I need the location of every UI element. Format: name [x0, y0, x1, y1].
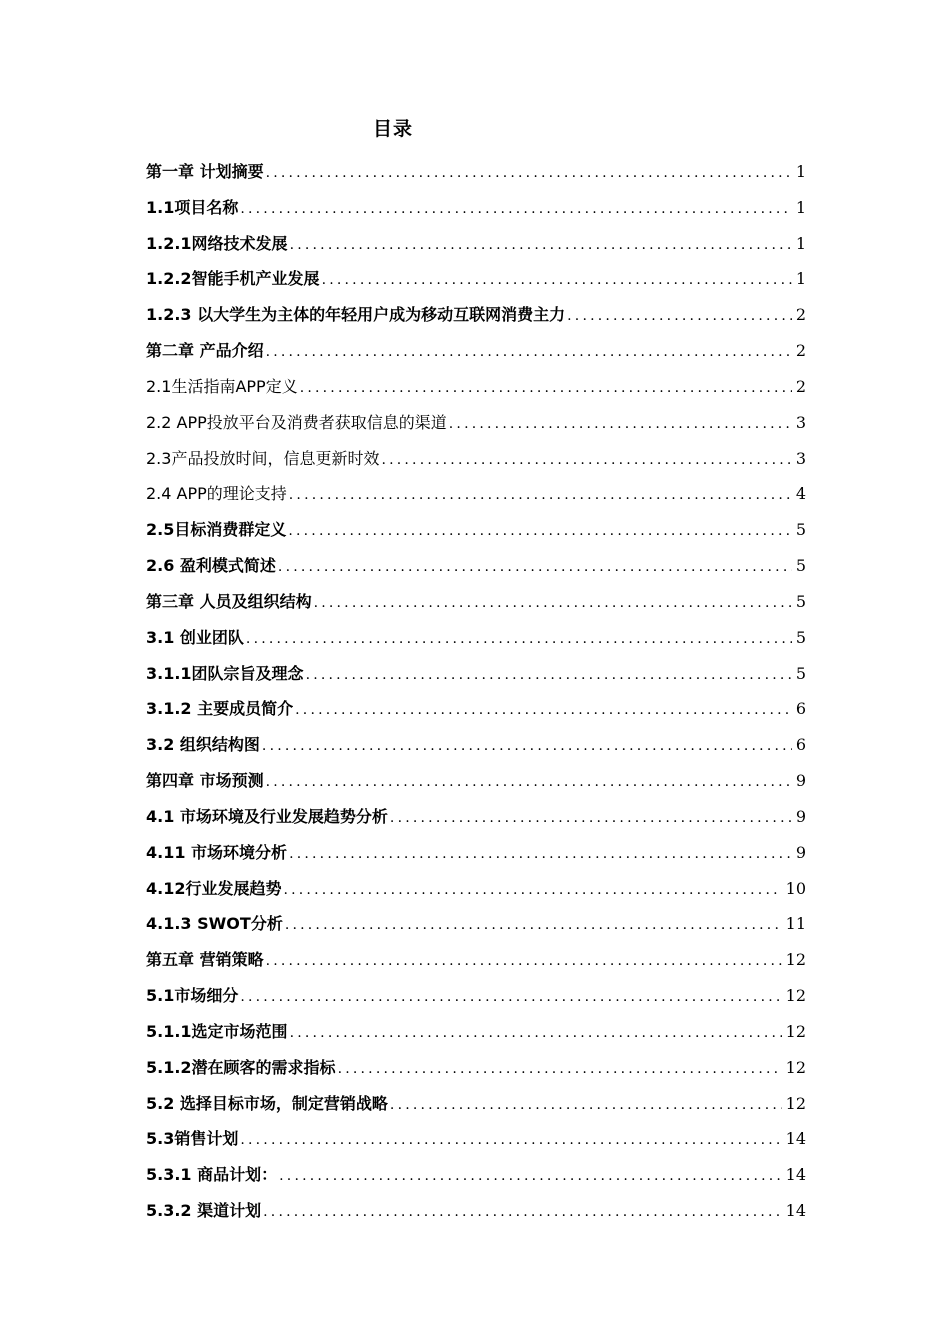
toc-entry-text: 1.2.1网络技术发展 — [146, 233, 288, 253]
toc-dot-leader — [246, 622, 792, 656]
toc-entry[interactable] — [146, 835, 806, 871]
toc-entry-text: 1.2.3 以大学生为主体的年轻用户成为移动互联网消费主力 — [146, 305, 566, 325]
toc-page-number: 1 — [795, 197, 806, 217]
toc-entry[interactable] — [146, 441, 806, 477]
toc-entry[interactable] — [146, 942, 806, 978]
toc-entry[interactable] — [146, 691, 806, 727]
toc-entry[interactable] — [146, 333, 806, 369]
toc-entry[interactable] — [146, 978, 806, 1014]
toc-entry-text: 1.2.2智能手机产业发展 — [146, 269, 320, 289]
toc-page-number: 1 — [795, 162, 806, 181]
toc-dot-leader — [290, 1016, 782, 1050]
toc-entry-text: 3.1 创业团队 — [146, 627, 244, 647]
toc-page-number: 6 — [795, 735, 806, 755]
toc-entry[interactable] — [146, 871, 806, 907]
toc-entry-text: 4.12行业发展趋势 — [146, 878, 282, 898]
toc-page-number: 5 — [795, 627, 806, 647]
toc-entry[interactable] — [146, 476, 806, 512]
toc-page-number: 11 — [785, 914, 806, 934]
toc-entry[interactable] — [146, 548, 806, 584]
toc-dot-leader — [314, 586, 792, 620]
toc-dot-leader — [289, 478, 792, 512]
toc-page-number: 9 — [795, 806, 806, 826]
toc-dot-leader — [266, 765, 792, 799]
toc-dot-leader — [266, 944, 782, 978]
toc-dot-leader — [390, 1088, 782, 1122]
toc-entry-text: 5.1.1选定市场范围 — [146, 1021, 288, 1041]
toc-entry[interactable] — [146, 297, 806, 333]
toc-page-number: 2 — [795, 376, 806, 396]
toc-entry[interactable] — [146, 763, 806, 799]
toc-page-number: 12 — [785, 950, 806, 970]
toc-dot-leader — [278, 550, 792, 584]
toc-dot-leader — [288, 514, 791, 548]
toc-entry[interactable] — [146, 799, 806, 835]
toc-dot-leader — [567, 299, 792, 333]
toc-entry-text: 5.1市场细分 — [146, 986, 239, 1006]
toc-entry[interactable] — [146, 154, 806, 190]
toc-page-number: 1 — [795, 269, 806, 289]
toc-dot-leader — [283, 873, 781, 907]
toc-entry-text: 第四章 市场预测 — [146, 771, 264, 791]
toc-entry[interactable] — [146, 1086, 806, 1122]
toc-entry-text: 3.2 组织结构图 — [146, 735, 260, 755]
toc-title: 目录 — [372, 118, 413, 140]
toc-dot-leader — [381, 443, 791, 477]
toc-page-number: 9 — [795, 771, 806, 791]
toc-page-number: 12 — [785, 1093, 806, 1113]
toc-entry[interactable] — [146, 727, 806, 763]
toc-dot-leader — [390, 801, 792, 835]
toc-entry-text: 第一章 计划摘要 — [146, 162, 264, 181]
toc-page-number: 2 — [795, 341, 806, 361]
toc-entry[interactable] — [146, 226, 806, 262]
toc-dot-leader — [322, 263, 792, 297]
toc-entry-text: 5.3.1 商品计划： — [146, 1165, 278, 1185]
toc-page-number: 6 — [795, 699, 806, 719]
toc-dot-leader — [240, 1123, 781, 1157]
toc-page-number: 5 — [795, 591, 806, 611]
toc-page-number: 2 — [795, 305, 806, 325]
toc-entry[interactable] — [146, 1157, 806, 1193]
toc-dot-leader — [279, 1159, 782, 1193]
toc-entry[interactable] — [146, 512, 806, 548]
toc-entry-text: 2.6 盈利模式简述 — [146, 556, 276, 576]
toc-entry[interactable] — [146, 369, 806, 405]
toc-entry-text: 5.3销售计划 — [146, 1129, 239, 1149]
toc-entry[interactable] — [146, 190, 806, 226]
toc-page-number: 10 — [785, 878, 806, 898]
toc-dot-leader — [263, 1195, 782, 1229]
toc-entry-text: 5.2 选择目标市场，制定营销战略 — [146, 1093, 388, 1113]
toc-page-number: 1 — [795, 233, 806, 253]
toc-dot-leader — [262, 729, 792, 763]
toc-entry[interactable] — [146, 261, 806, 297]
toc-dot-leader — [285, 908, 782, 942]
toc-page-number: 5 — [795, 663, 806, 683]
toc-dot-leader — [449, 407, 792, 441]
toc-entry-text: 3.1.1团队宗旨及理念 — [146, 663, 304, 683]
toc-dot-leader — [295, 693, 792, 727]
toc-entry-text: 4.1 市场环境及行业发展趋势分析 — [146, 806, 388, 826]
toc-entry-text: 第五章 营销策略 — [146, 950, 264, 970]
toc-entry[interactable] — [146, 1050, 806, 1086]
toc-entry-text: 4.11 市场环境分析 — [146, 842, 288, 862]
toc-entry[interactable] — [146, 620, 806, 656]
toc-dot-leader — [300, 371, 792, 405]
toc-list — [146, 154, 806, 1229]
toc-entry-text: 2.5目标消费群定义 — [146, 520, 287, 540]
toc-entry[interactable] — [146, 656, 806, 692]
toc-page-number: 9 — [795, 842, 806, 862]
toc-entry-text: 2.1生活指南APP定义 — [146, 376, 298, 396]
toc-entry[interactable] — [146, 1193, 806, 1229]
toc-page-number: 3 — [795, 412, 806, 432]
toc-page-number: 12 — [785, 986, 806, 1006]
toc-page-number: 14 — [785, 1201, 806, 1221]
toc-dot-leader — [240, 980, 781, 1014]
toc-entry-text: 2.3产品投放时间，信息更新时效 — [146, 448, 380, 468]
toc-page-number: 5 — [795, 556, 806, 576]
toc-entry-text: 第二章 产品介绍 — [146, 341, 264, 361]
toc-entry-text: 5.1.2潜在顾客的需求指标 — [146, 1057, 336, 1077]
toc-page-number: 14 — [785, 1129, 806, 1149]
toc-entry-text: 3.1.2 主要成员简介 — [146, 699, 294, 719]
toc-entry-text: 第三章 人员及组织结构 — [146, 591, 312, 611]
toc-page-number: 14 — [785, 1165, 806, 1185]
toc-entry[interactable] — [146, 584, 806, 620]
toc-page-number: 5 — [795, 520, 806, 540]
toc-entry[interactable] — [146, 1014, 806, 1050]
toc-entry[interactable] — [146, 405, 806, 441]
toc-page-number: 12 — [785, 1057, 806, 1077]
toc-page-number: 12 — [785, 1021, 806, 1041]
toc-dot-leader — [306, 658, 792, 692]
toc-entry-text: 2.4 APP的理论支持 — [146, 484, 287, 504]
toc-dot-leader — [338, 1052, 782, 1086]
toc-entry-text: 4.1.3 SWOT分析 — [146, 914, 283, 934]
toc-dot-leader — [266, 335, 792, 369]
toc-entry[interactable] — [146, 1121, 806, 1157]
toc-entry-text: 1.1项目名称 — [146, 197, 239, 217]
toc-dot-leader — [240, 192, 791, 226]
toc-dot-leader — [266, 156, 792, 190]
toc-dot-leader — [290, 228, 792, 262]
toc-dot-leader — [289, 837, 792, 871]
toc-entry-text: 5.3.2 渠道计划 — [146, 1201, 262, 1221]
toc-entry-text: 2.2 APP投放平台及消费者获取信息的渠道 — [146, 412, 447, 432]
toc-page-number: 4 — [795, 484, 806, 504]
toc-entry[interactable] — [146, 906, 806, 942]
toc-page-number: 3 — [795, 448, 806, 468]
